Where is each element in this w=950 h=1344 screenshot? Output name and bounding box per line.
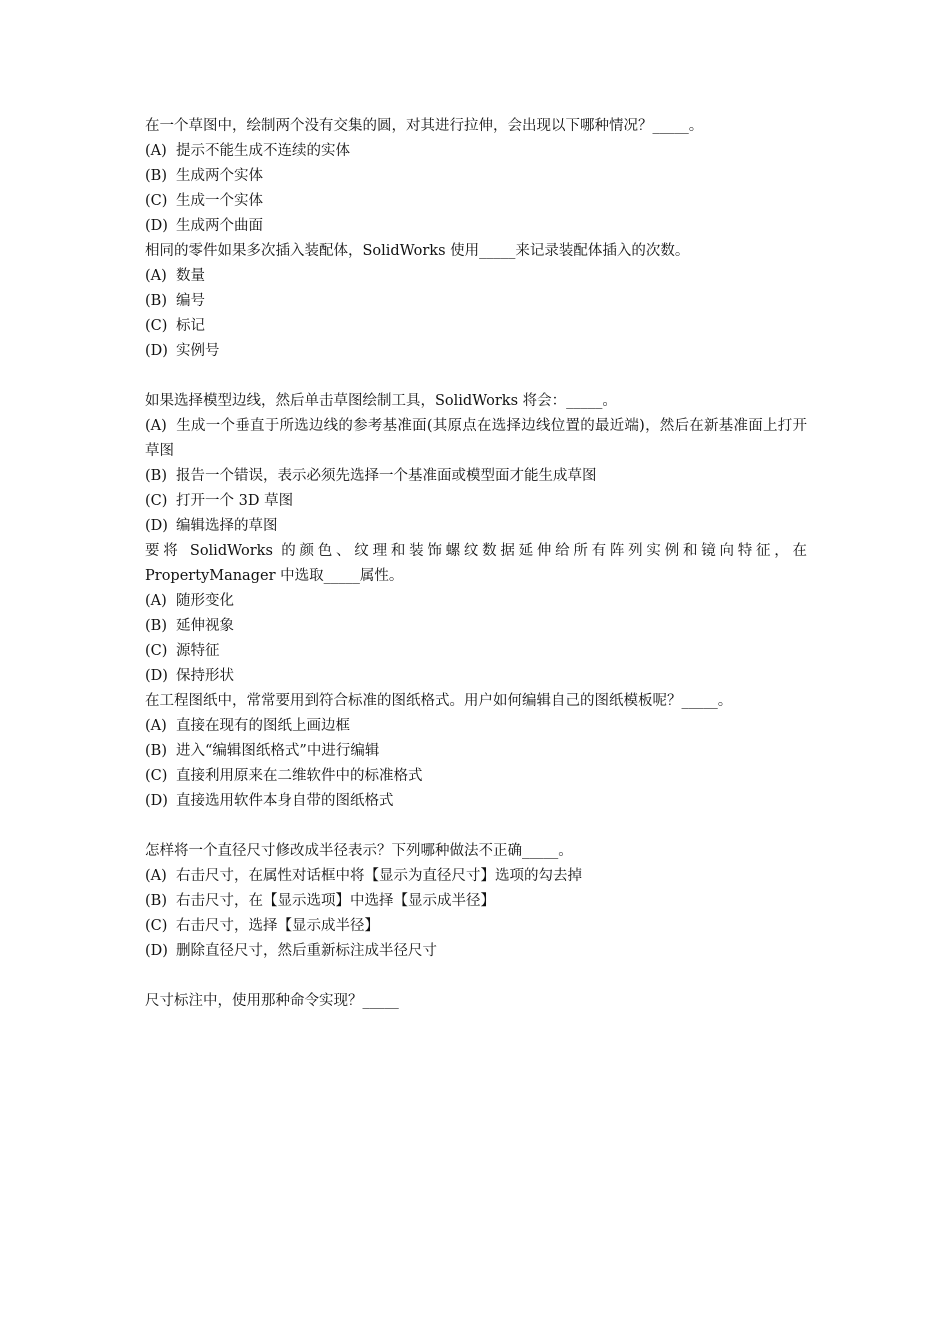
answer-option [145,514,807,539]
question-stem: 如果选择模型边线，然后单击草图绘制工具，SolidWorks 将会：_____。 [145,393,617,409]
answer-option [145,464,807,489]
option-text: 保持形状 [176,668,234,684]
option-text: 右击尺寸，在【显示选项】中选择【显示成半径】 [176,893,495,909]
option-letter: (D) [145,793,168,809]
option-letter: (C) [145,768,168,784]
question-list [145,114,807,1014]
option-letter: (C) [145,318,168,334]
answer-option [145,314,807,339]
option-letter: (A) [145,718,167,734]
option-text: 直接在现有的图纸上画边框 [176,718,350,734]
option-text: 标记 [176,318,205,334]
option-text: 报告一个错误，表示必须先选择一个基准面或模型面才能生成草图 [176,468,597,484]
option-text: 提示不能生成不连续的实体 [176,143,350,159]
answer-option [145,889,807,914]
option-letter: (D) [145,343,168,359]
answer-option [145,914,807,939]
option-letter: (B) [145,168,167,184]
blank-line [145,364,807,389]
answer-option [145,664,807,689]
answer-option [145,589,807,614]
answer-option [145,264,807,289]
option-letter: (C) [145,193,168,209]
option-letter: (C) [145,643,168,659]
option-text: 右击尺寸，选择【显示成半径】 [176,918,379,934]
option-letter: (D) [145,218,168,234]
option-text: 编辑选择的草图 [176,518,278,534]
blank-line [145,814,807,839]
answer-option [145,864,807,889]
answer-option [145,414,807,464]
answer-option [145,214,807,239]
option-letter: (B) [145,293,167,309]
option-text: 删除直径尺寸，然后重新标注成半径尺寸 [176,943,437,959]
option-letter: (D) [145,518,168,534]
answer-option [145,164,807,189]
option-letter: (A) [145,593,167,609]
option-text: 进入“编辑图纸格式”中进行编辑 [176,743,380,759]
option-letter: (A) [145,143,167,159]
answer-option [145,614,807,639]
answer-option [145,939,807,964]
question-stem: 在工程图纸中，常常要用到符合标准的图纸格式。用户如何编辑自己的图纸模板呢？_____。 [145,693,733,709]
question-stem: 在一个草图中，绘制两个没有交集的圆，对其进行拉伸，会出现以下哪种情况？_____。 [145,118,704,134]
option-letter: (D) [145,943,168,959]
answer-option [145,289,807,314]
answer-option [145,189,807,214]
option-text: 生成两个曲面 [176,218,263,234]
option-letter: (B) [145,893,167,909]
option-text: 生成两个实体 [176,168,263,184]
question-stem: 尺寸标注中，使用那种命令实现？_____ [145,993,399,1009]
option-letter: (A) [145,268,167,284]
answer-option [145,789,807,814]
answer-option [145,739,807,764]
option-text: 随形变化 [176,593,234,609]
option-text: 源特征 [176,643,220,659]
option-text: 右击尺寸，在属性对话框中将【显示为直径尺寸】选项的勾去掉 [176,868,582,884]
option-text: 生成一个垂直于所选边线的参考基准面(其原点在选择边线位置的最近端)，然后在新基准面上打开草图 [145,418,807,459]
option-letter: (C) [145,918,168,934]
answer-option [145,139,807,164]
question-stem: 怎样将一个直径尺寸修改成半径表示？下列哪种做法不正确_____。 [145,843,573,859]
option-text: 数量 [176,268,205,284]
answer-option [145,339,807,364]
option-text: 打开一个 3D 草图 [176,493,294,509]
option-letter: (C) [145,493,168,509]
option-text: 生成一个实体 [176,193,263,209]
option-letter: (B) [145,618,167,634]
option-letter: (B) [145,468,167,484]
option-text: 实例号 [176,343,220,359]
option-text: 编号 [176,293,205,309]
option-letter: (A) [145,868,167,884]
answer-option [145,714,807,739]
answer-option [145,639,807,664]
option-text: 直接选用软件本身自带的图纸格式 [176,793,394,809]
option-text: 直接利用原来在二维软件中的标准格式 [176,768,423,784]
answer-option [145,489,807,514]
answer-option [145,764,807,789]
question-stem: 要将 SolidWorks 的颜色、纹理和装饰螺纹数据延伸给所有阵列实例和镜向特征，在 PropertyManager 中选取_____属性。 [145,543,807,584]
option-letter: (B) [145,743,167,759]
option-letter: (D) [145,668,168,684]
option-text: 延伸视象 [176,618,234,634]
option-letter: (A) [145,418,167,434]
blank-line [145,964,807,989]
question-stem: 相同的零件如果多次插入装配体，SolidWorks 使用_____来记录装配体插入的次数。 [145,243,690,259]
